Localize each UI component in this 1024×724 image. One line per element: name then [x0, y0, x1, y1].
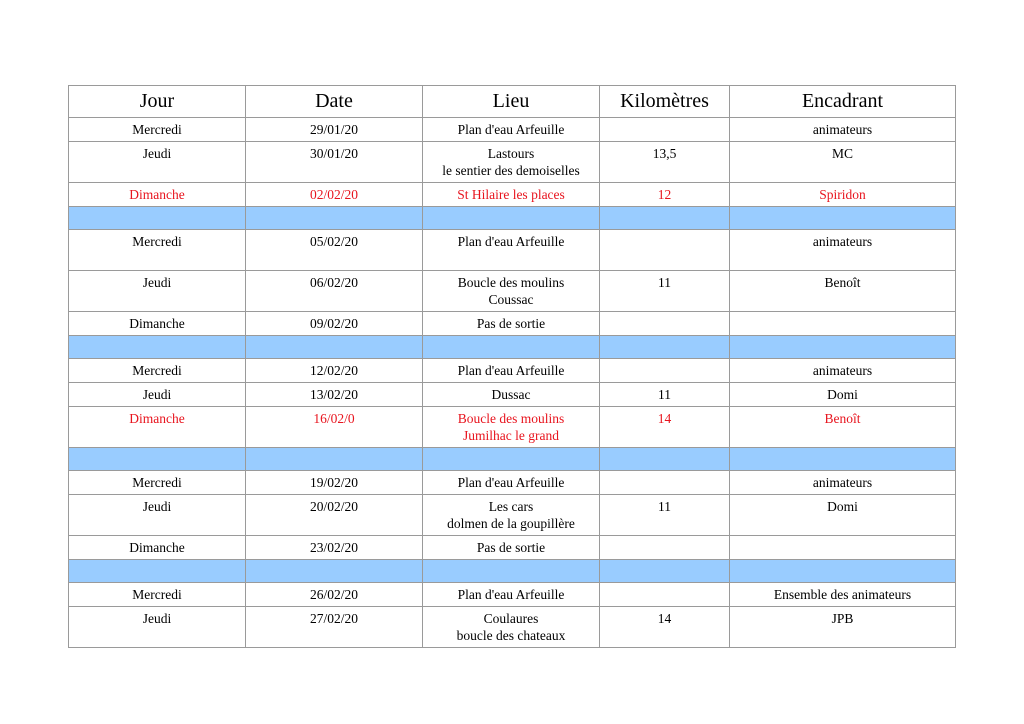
cell-jour: Dimanche — [69, 183, 246, 207]
header-jour: Jour — [69, 86, 246, 118]
cell-km — [600, 118, 730, 142]
cell-lieu — [423, 142, 600, 183]
cell-encadrant: Domi — [730, 383, 956, 407]
cell-encadrant: Ensemble des animateurs — [730, 583, 956, 607]
cell-lieu — [423, 583, 600, 607]
cell-encadrant: Benoît — [730, 407, 956, 448]
cell-date: 12/02/20 — [246, 359, 423, 383]
cell-encadrant: MC — [730, 142, 956, 183]
cell-lieu — [423, 407, 600, 448]
cell-jour: Mercredi — [69, 471, 246, 495]
lieu-line: Plan d'eau Arfeuille — [457, 363, 565, 378]
cell-lieu — [423, 471, 600, 495]
lieu-line: Pas de sortie — [476, 316, 546, 331]
cell-date: 05/02/20 — [246, 230, 423, 271]
table-row — [69, 359, 956, 383]
table-row — [69, 183, 956, 207]
header-encadrant: Encadrant — [730, 86, 956, 118]
table-row — [69, 495, 956, 536]
cell-date: 19/02/20 — [246, 471, 423, 495]
cell-jour: Mercredi — [69, 583, 246, 607]
cell-km: 11 — [600, 383, 730, 407]
cell-lieu — [423, 495, 600, 536]
cell-km — [600, 230, 730, 271]
lieu-line: Boucle des moulins — [457, 275, 565, 290]
cell-jour: Jeudi — [69, 271, 246, 312]
cell-lieu — [423, 183, 600, 207]
lieu-line: dolmen de la goupillère — [447, 516, 575, 531]
cell-km: 12 — [600, 183, 730, 207]
cell-km — [600, 583, 730, 607]
cell-lieu — [423, 118, 600, 142]
table-row — [69, 607, 956, 648]
cell-encadrant: animateurs — [730, 230, 956, 271]
lieu-line: Pas de sortie — [476, 540, 546, 555]
cell-encadrant — [730, 536, 956, 560]
week-separator — [69, 448, 956, 471]
table-row — [69, 536, 956, 560]
week-separator — [69, 336, 956, 359]
cell-date: 29/01/20 — [246, 118, 423, 142]
cell-date: 23/02/20 — [246, 536, 423, 560]
schedule-table — [68, 85, 956, 648]
cell-encadrant: animateurs — [730, 359, 956, 383]
cell-km — [600, 536, 730, 560]
cell-jour: Dimanche — [69, 407, 246, 448]
cell-km: 14 — [600, 407, 730, 448]
cell-encadrant: JPB — [730, 607, 956, 648]
table-row — [69, 230, 956, 271]
lieu-line: Plan d'eau Arfeuille — [457, 475, 565, 490]
lieu-line: Plan d'eau Arfeuille — [457, 122, 565, 137]
cell-km — [600, 359, 730, 383]
cell-km: 11 — [600, 271, 730, 312]
table-row — [69, 142, 956, 183]
cell-date: 06/02/20 — [246, 271, 423, 312]
table-row — [69, 271, 956, 312]
table-row — [69, 118, 956, 142]
header-lieu: Lieu — [423, 86, 600, 118]
cell-km: 13,5 — [600, 142, 730, 183]
lieu-line: Plan d'eau Arfeuille — [457, 234, 565, 249]
table-row — [69, 583, 956, 607]
lieu-line: Les cars — [488, 499, 534, 514]
cell-lieu — [423, 383, 600, 407]
week-separator — [69, 207, 956, 230]
cell-lieu — [423, 359, 600, 383]
cell-encadrant: animateurs — [730, 471, 956, 495]
cell-jour: Dimanche — [69, 312, 246, 336]
cell-jour: Jeudi — [69, 607, 246, 648]
cell-date: 13/02/20 — [246, 383, 423, 407]
cell-encadrant: Spiridon — [730, 183, 956, 207]
table-row — [69, 383, 956, 407]
table-row — [69, 312, 956, 336]
cell-km — [600, 312, 730, 336]
lieu-line: Plan d'eau Arfeuille — [457, 587, 565, 602]
cell-jour: Jeudi — [69, 383, 246, 407]
table-row — [69, 471, 956, 495]
lieu-line: St Hilaire les places — [457, 187, 565, 202]
cell-encadrant: animateurs — [730, 118, 956, 142]
lieu-line: Dussac — [491, 387, 531, 402]
cell-jour: Mercredi — [69, 359, 246, 383]
lieu-line: boucle des chateaux — [456, 628, 566, 643]
lieu-line: Coulaures — [483, 611, 539, 626]
cell-km — [600, 471, 730, 495]
cell-date: 30/01/20 — [246, 142, 423, 183]
header-kilometres: Kilomètres — [600, 86, 730, 118]
cell-km: 11 — [600, 495, 730, 536]
lieu-line: Boucle des moulins — [457, 411, 565, 426]
cell-date: 27/02/20 — [246, 607, 423, 648]
cell-lieu — [423, 607, 600, 648]
week-separator — [69, 560, 956, 583]
cell-lieu — [423, 230, 600, 271]
header-date: Date — [246, 86, 423, 118]
cell-encadrant: Benoît — [730, 271, 956, 312]
lieu-line: Jumilhac le grand — [463, 428, 559, 443]
cell-lieu — [423, 312, 600, 336]
cell-jour: Mercredi — [69, 118, 246, 142]
cell-date: 26/02/20 — [246, 583, 423, 607]
lieu-line: Lastours — [487, 146, 535, 161]
cell-km: 14 — [600, 607, 730, 648]
cell-jour: Jeudi — [69, 142, 246, 183]
cell-jour: Dimanche — [69, 536, 246, 560]
cell-jour: Jeudi — [69, 495, 246, 536]
cell-date: 02/02/20 — [246, 183, 423, 207]
cell-encadrant: Domi — [730, 495, 956, 536]
cell-encadrant — [730, 312, 956, 336]
cell-date: 20/02/20 — [246, 495, 423, 536]
cell-lieu — [423, 536, 600, 560]
table-row — [69, 407, 956, 448]
cell-date: 09/02/20 — [246, 312, 423, 336]
lieu-line: Coussac — [488, 292, 534, 307]
lieu-line: le sentier des demoiselles — [442, 163, 580, 178]
cell-lieu — [423, 271, 600, 312]
header-row — [69, 86, 956, 118]
cell-date: 16/02/0 — [246, 407, 423, 448]
cell-jour: Mercredi — [69, 230, 246, 271]
